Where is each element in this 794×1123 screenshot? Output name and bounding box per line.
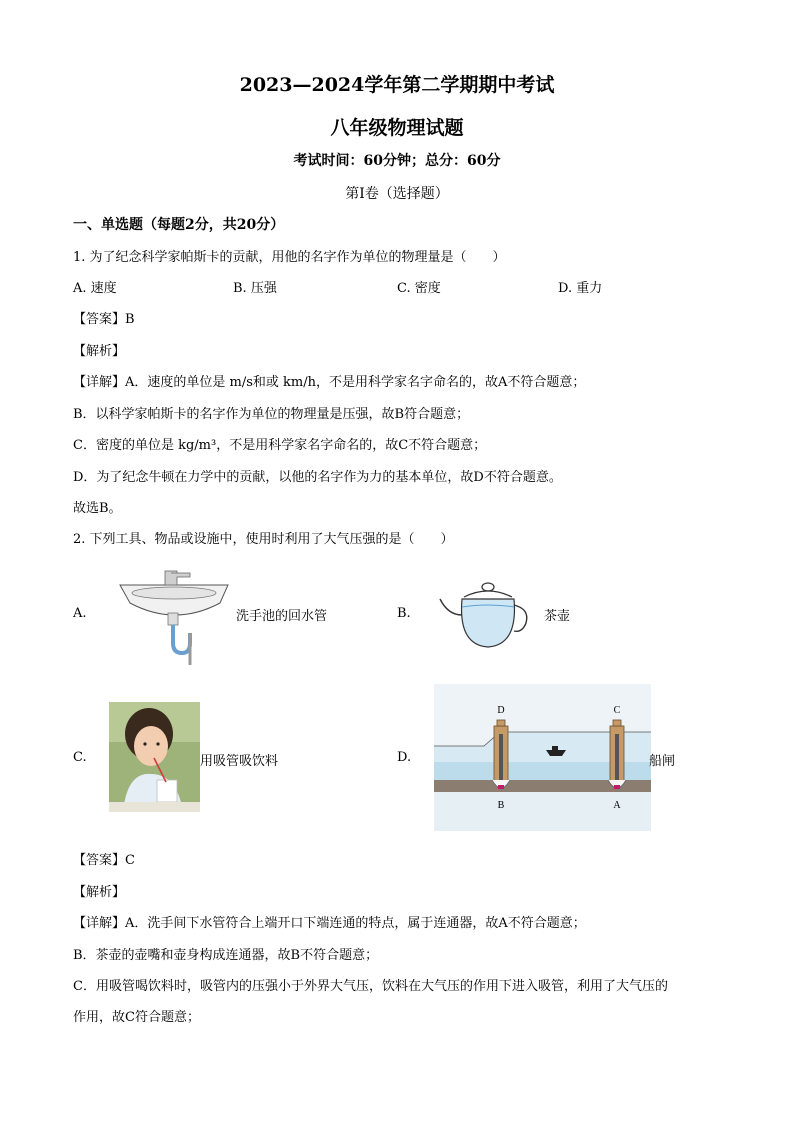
q1-analysis-label: 【解析】	[73, 344, 126, 359]
exam-info: 考试时间：60分钟；总分：60分	[293, 153, 501, 169]
girl-drinking-photo	[109, 702, 200, 812]
lock-label-b: B	[497, 800, 505, 811]
q1-detail-line: C．密度的单位是 kg/m³，不是用科学家名字命名的，故C不符合题意；	[73, 438, 487, 453]
answer-value: C	[125, 853, 135, 868]
q1-detail-line: D．为了纪念牛顿在力学中的贡献，以他的名字作为力的基本单位，故D不符合题意。	[73, 470, 562, 485]
answer-label: 【答案】	[73, 853, 126, 868]
exam-title: 2023—2024学年第二学期期中考试	[239, 74, 555, 96]
q1-detail-line: B．以科学家帕斯卡的名字作为单位的物理量是压强，故B符合题意；	[73, 407, 470, 422]
q2-option-c-caption: 用吸管吸饮料	[200, 754, 279, 769]
lock-label-d: D	[497, 705, 505, 716]
q1-option-c: C. 密度	[397, 281, 441, 296]
q1-option-d: D. 重力	[558, 281, 603, 296]
q2-option-a-caption: 洗手池的回水管	[236, 609, 328, 624]
q2-analysis-label: 【解析】	[73, 885, 126, 900]
q1-option-a: A. 速度	[73, 281, 117, 296]
q2-option-a-letter: A.	[73, 606, 87, 621]
teapot-illustration	[438, 575, 533, 650]
q2-option-d-caption: 船闸	[649, 754, 676, 769]
answer-label: 【答案】	[73, 312, 126, 327]
lock-label-a: A	[613, 800, 621, 811]
q2-detail-line: 【详解】A．洗手间下水管符合上端开口下端连通的特点，属于连通器，故A不符合题意；	[73, 916, 586, 931]
q2-option-d-letter: D.	[397, 750, 412, 765]
q2-option-b-letter: B.	[397, 606, 411, 621]
section-heading: 一、单选题（每题2分，共20分）	[73, 217, 285, 233]
volume-heading: 第Ⅰ卷（选择题）	[345, 186, 449, 202]
lock-label-c: C	[613, 705, 621, 716]
q2-answer	[73, 849, 135, 868]
q1-option-b: B. 压强	[233, 281, 277, 296]
q2-stem: 2. 下列工具、物品或设施中，使用时利用了大气压强的是（ ）	[73, 532, 454, 547]
q1-detail-line: 故选B。	[73, 501, 122, 516]
paper-subtitle: 八年级物理试题	[330, 117, 464, 139]
q2-detail-line: B．茶壶的壶嘴和壶身构成连通器，故B不符合题意；	[73, 948, 379, 963]
ship-lock-diagram	[434, 684, 651, 831]
q1-answer	[73, 308, 135, 327]
answer-value: B	[125, 312, 135, 327]
sink-illustration	[110, 565, 235, 667]
q2-detail-line: 作用，故C符合题意；	[73, 1010, 200, 1025]
q2-detail-line: C．用吸管喝饮料时，吸管内的压强小于外界大气压，饮料在大气压的作用下进入吸管，利用了大气压的	[73, 979, 668, 994]
q2-option-b-caption: 茶壶	[544, 609, 571, 624]
q1-detail-line: 【详解】A．速度的单位是 m/s和或 km/h，不是用科学家名字命名的，故A不符合题意；	[73, 375, 586, 390]
q1-stem: 1. 为了纪念科学家帕斯卡的贡献，用他的名字作为单位的物理量是（ ）	[73, 250, 506, 265]
q2-option-c-letter: C.	[73, 750, 87, 765]
